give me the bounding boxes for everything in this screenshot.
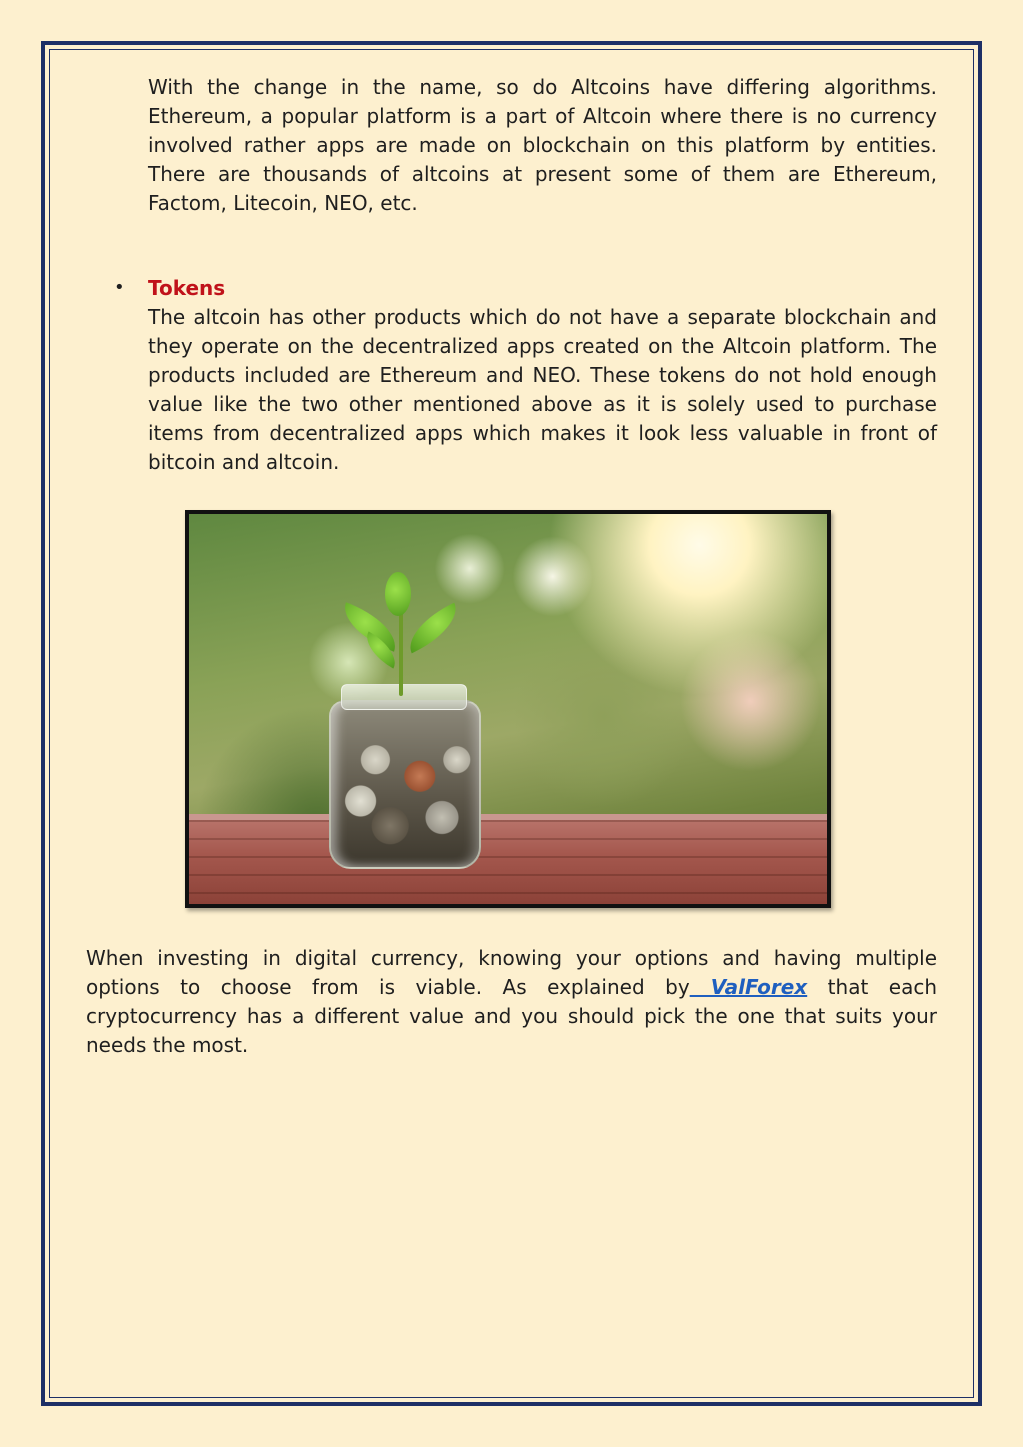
photo-coin-jar [329, 700, 481, 869]
closing-paragraph [86, 944, 937, 1060]
intro-paragraph: With the change in the name, so do Altcoins have differing algorithms. Ethereum, a popular platform is a part of Altcoin where there is no currency involved rather apps are made on blockchain on this platform by entities. There are thousands of altcoins at present some of them are Ethereum, Factom, Litecoin, NEO, etc. [148, 75, 937, 215]
tokens-paragraph: The altcoin has other products which do not have a separate blockchain and they operate on the decentralized apps created on the Altcoin platform. The products included are Ethereum and NEO. These tokens do not hold enough value like the two other mentioned above as it is solely used to purchase items from decentralized apps which makes it look less valuable in front of bitcoin and altcoin. [148, 305, 937, 474]
photo-leaf [400, 603, 466, 654]
closing-text-before-link: When investing in digital currency, knowing your options and having multiple options to choose from is viable. As explained by [86, 946, 937, 999]
photo-leaf [385, 572, 411, 616]
coin-jar-plant-photo [185, 510, 831, 908]
closing-text-after-link: that each cryptocurrency has a different value and you should pick the one that suits your needs the most. [86, 975, 938, 1057]
bullet-point: • [114, 277, 125, 298]
photo-jar-neck [341, 684, 467, 710]
tokens-heading: Tokens [148, 276, 226, 300]
photo-wooden-table [189, 820, 827, 904]
valforex-link[interactable]: ValForex [689, 975, 808, 999]
